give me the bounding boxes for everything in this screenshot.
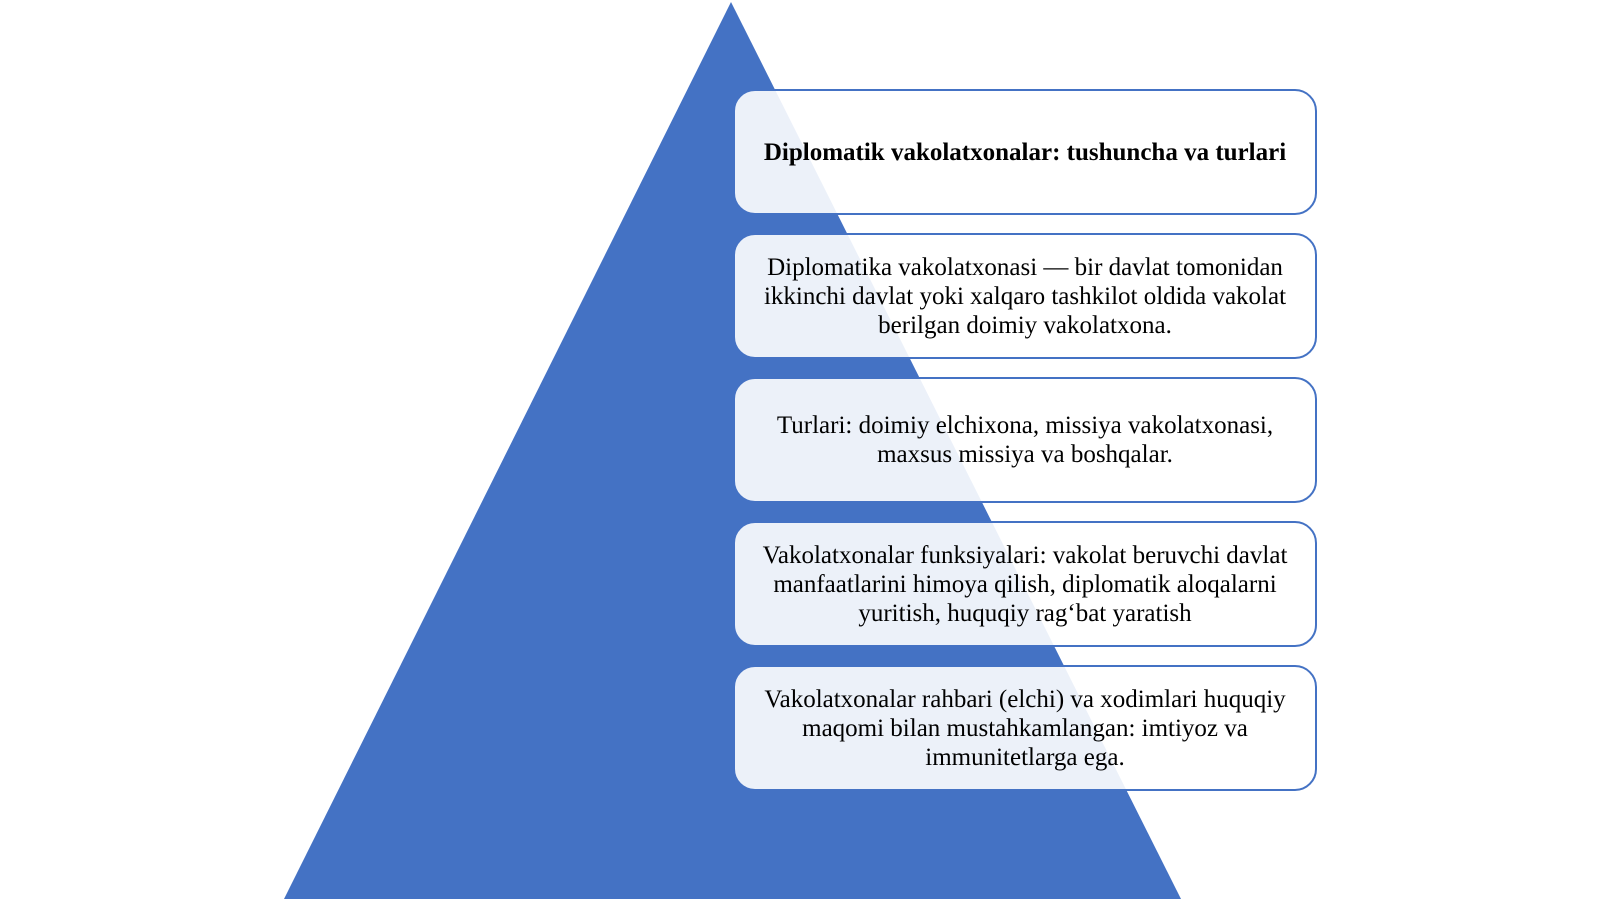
level-2-text: Diplomatika vakolatxonasi — bir davlat tomonidan ikkinchi davlat yoki xalqaro tashkilot oldida vakolat berilgan doimiy vakolatxona. (763, 253, 1287, 339)
level-4-box (733, 521, 1317, 647)
level-3-box (733, 377, 1317, 503)
level-5-text: Vakolatxonalar rahbari (elchi) va xodimlari huquqiy maqomi bilan mustahkamlangan: imtiyoz va immunitetlarga ega. (764, 685, 1286, 771)
level-5-box (733, 665, 1317, 791)
level-3-text: Turlari: doimiy elchixona, missiya vakolatxonasi, maxsus missiya va boshqalar. (776, 412, 1274, 468)
level-1-text: Diplomatik vakolatxonalar: tushuncha va turlari (763, 138, 1287, 166)
level-1-box (733, 89, 1317, 215)
level-4-text: Vakolatxonalar funksiyalari: vakolat beruvchi davlat manfaatlarini himoya qilish, diplomatik aloqalarni yuritish, huquqiy rag‘bat yaratish (762, 541, 1288, 627)
level-2-box (733, 233, 1317, 359)
